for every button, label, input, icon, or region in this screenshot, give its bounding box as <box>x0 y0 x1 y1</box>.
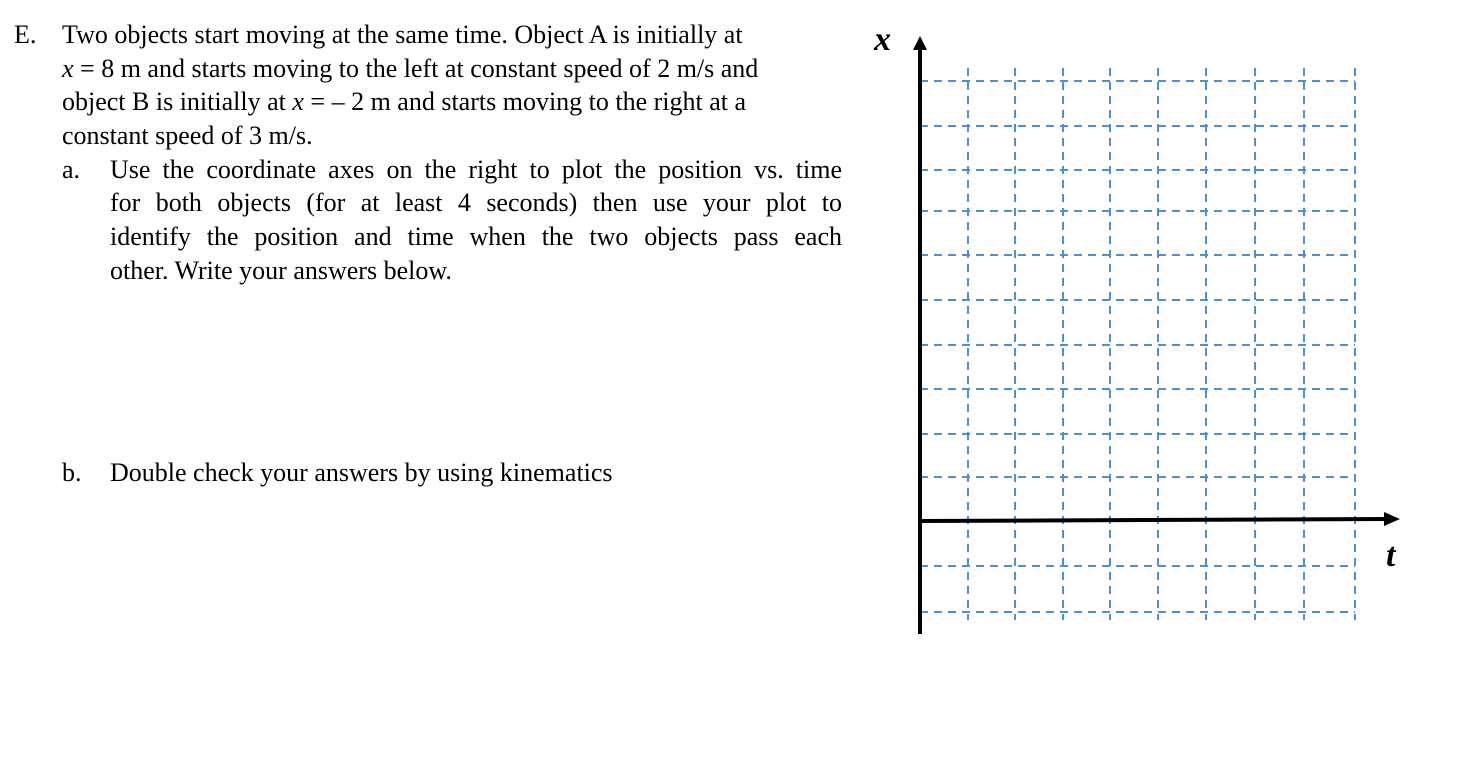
problem-line-4: constant speed of 3 m/s. <box>62 121 313 150</box>
part-b-text: Double check your answers by using kinematics <box>110 458 613 487</box>
problem-line-3 <box>62 85 746 119</box>
coordinate-axes <box>874 20 1420 640</box>
horizontal-axis <box>920 519 1385 521</box>
part-a-line-4: other. Write your answers below. <box>110 256 452 285</box>
part-a-line-1: Use the coordinate axes on the right to plot the position vs. time <box>110 155 842 184</box>
variable-x: x <box>62 54 74 83</box>
part-a-label: a. <box>62 155 81 184</box>
horizontal-axis-arrow <box>1384 512 1400 526</box>
problem-line-3-pre: object B is initially at <box>62 87 293 116</box>
problem-label: E. <box>14 20 37 49</box>
problem-line-1: Two objects start moving at the same time. Object A is initially at <box>62 20 743 49</box>
problem-line-3-text: = – 2 m and starts moving to the right at a <box>303 87 747 116</box>
part-b-label: b. <box>62 458 82 487</box>
grid <box>920 68 1355 620</box>
part-a-line-3: identify the position and time when the two objects pass each <box>110 222 842 251</box>
x-axis-label: t <box>1386 537 1396 574</box>
problem-line-2 <box>62 52 758 86</box>
vertical-axis-arrow <box>913 36 927 50</box>
part-a-line-2: for both objects (for at least 4 seconds) then use your plot to <box>110 188 842 217</box>
problem-line-2-text: = 8 m and starts moving to the left at constant speed of 2 m/s and <box>73 54 759 83</box>
y-axis-label: x <box>874 21 891 58</box>
variable-x: x <box>292 87 304 116</box>
